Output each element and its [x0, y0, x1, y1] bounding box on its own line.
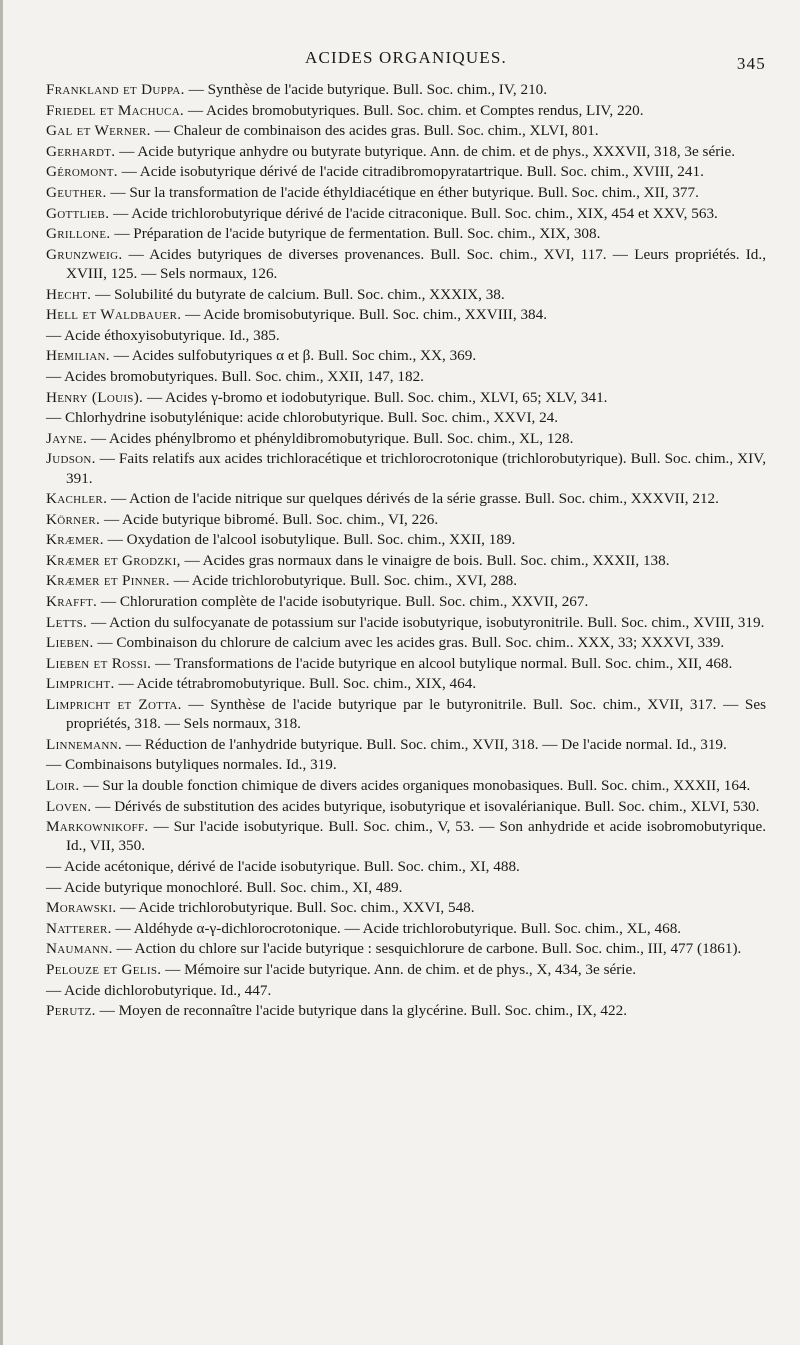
bibliography-entry — [46, 1001, 766, 1020]
entry-text: — Dérivés de substitution des acides butyrique, isobutyrique et isovalérianique. Bull. Soc. chim., XLVI, 530. — [91, 797, 760, 815]
entry-author: Lieben. — [46, 634, 94, 652]
entry-author: Körner. — [46, 510, 101, 528]
bibliography-entry — [46, 592, 766, 611]
entry-author: Kachler. — [46, 490, 108, 508]
entry-author: Perutz. — [46, 1002, 96, 1020]
bibliography-entry — [46, 101, 766, 120]
entry-author: Géromont. — [46, 163, 118, 181]
entry-author: Judson. — [46, 450, 96, 468]
entry-text: — Action du chlore sur l'acide butyrique : sesquichlorure de carbone. Bull. Soc. chim., III, 477 (1861). — [112, 940, 742, 958]
entry-author: Natterer. — [46, 919, 112, 937]
entry-text: — Acide acétonique, dérivé de l'acide isobutyrique. Bull. Soc. chim., XI, 488. — [46, 858, 520, 875]
bibliography-entry — [46, 408, 766, 427]
entry-text: — Acide butyrique anhydre ou butyrate butyrique. Ann. de chim. et de phys., XXXVII, 318, 3e série. — [115, 142, 736, 160]
bibliography-entry — [46, 817, 766, 855]
entry-text: — Solubilité du butyrate de calcium. Bull. Soc. chim., XXXIX, 38. — [91, 285, 505, 303]
bibliography-entry — [46, 449, 766, 487]
entry-text: — Action du sulfocyanate de potassium sur l'acide isobutyrique, isobutyronitrile. Bull. Soc. chim., XVIII, 319. — [87, 613, 765, 631]
bibliography-entry — [46, 898, 766, 917]
bibliography-entry — [46, 346, 766, 365]
entry-author: Limpricht et Zotta. — [46, 696, 182, 714]
bibliography-entry — [46, 80, 766, 99]
bibliography-entry — [46, 960, 766, 979]
entry-text: — Moyen de reconnaître l'acide butyrique dans la glycérine. Bull. Soc. chim., IX, 422. — [95, 1002, 627, 1020]
bibliography-entry — [46, 551, 766, 570]
entry-text: — Mémoire sur l'acide butyrique. Ann. de chim. et de phys., X, 434, 3e série. — [161, 960, 637, 978]
entry-text: — Acide trichlorobutyrique. Bull. Soc. chim., XVI, 288. — [169, 572, 518, 590]
entry-text: — Synthèse de l'acide butyrique par le butyronitrile. Bull. Soc. chim., XVII, 317. — Ses propriétés, 318. — Sels normaux, 318. — [66, 696, 766, 733]
entry-text: — Chaleur de combinaison des acides gras. Bull. Soc. chim., XLVI, 801. — [150, 122, 599, 140]
bibliography-entry — [46, 429, 766, 448]
entry-text: — Acides gras normaux dans le vinaigre de bois. Bull. Soc. chim., XXXII, 138. — [180, 551, 670, 569]
entry-text: — Combinaisons butyliques normales. Id., 319. — [46, 756, 337, 774]
entry-text: — Acide dichlorobutyrique. Id., 447. — [46, 981, 272, 999]
bibliography-entry — [46, 388, 766, 407]
bibliography-entry — [46, 510, 766, 529]
bibliography-entry — [46, 367, 766, 386]
entry-author: Jayne. — [46, 429, 88, 447]
entry-text: — Sur la double fonction chimique de divers acides organiques monobasiques. Bull. Soc. chim., XXXII, 164. — [79, 777, 751, 795]
bibliography-entry — [46, 162, 766, 181]
bibliography-entry — [46, 305, 766, 324]
entry-text: — Acides γ-bromo et iodobutyrique. Bull. Soc. chim., XLVI, 65; XLV, 341. — [143, 388, 608, 406]
entry-text: — Réduction de l'anhydride butyrique. Bull. Soc. chim., XVII, 318. — De l'acide normal. Id., 319. — [121, 735, 727, 753]
entry-author: Grunzweig. — [46, 245, 123, 263]
page-title: ACIDES ORGANIQUES. — [305, 48, 507, 67]
bibliography-entry — [46, 142, 766, 161]
bibliography-entry — [46, 919, 766, 938]
bibliography-entry — [46, 530, 766, 549]
entry-text: — Action de l'acide nitrique sur quelques dérivés de la série grasse. Bull. Soc. chim., XXXVII, 212. — [107, 490, 719, 508]
bibliography-entry — [46, 735, 766, 754]
entry-author: Gerhardt. — [46, 142, 116, 160]
entry-text: — Oxydation de l'alcool isobutylique. Bull. Soc. chim., XXII, 189. — [103, 531, 516, 549]
bibliography-entry — [46, 776, 766, 795]
running-head — [46, 48, 766, 76]
entry-text: — Acides bromobutyriques. Bull. Soc. chim. et Comptes rendus, LIV, 220. — [184, 101, 644, 119]
entry-text: — Acides butyriques de diverses provenances. Bull. Soc. chim., XVI, 117. — Leurs propriétés. Id., XVIII, 125. — Sels normaux, 126. — [66, 245, 766, 282]
entry-text: — Synthèse de l'acide butyrique. Bull. Soc. chim., IV, 210. — [184, 81, 548, 98]
entry-text: — Acide tétrabromobutyrique. Bull. Soc. chim., XIX, 464. — [114, 675, 477, 693]
entry-text: — Acide butyrique bibromé. Bull. Soc. chim., VI, 226. — [100, 510, 439, 528]
entry-text: — Acides sulfobutyriques α et β. Bull. Soc chim., XX, 369. — [109, 347, 477, 365]
entry-text: — Chlorhydrine isobutylénique: acide chlorobutyrique. Bull. Soc. chim., XXVI, 24. — [46, 409, 559, 427]
entry-text: — Acide bromisobutyrique. Bull. Soc. chim., XXVIII, 384. — [181, 306, 548, 324]
bibliography-entry — [46, 613, 766, 632]
entry-text: — Acide trichlorobutyrique. Bull. Soc. chim., XXVI, 548. — [116, 899, 475, 917]
bibliography-entry — [46, 797, 766, 816]
entry-author: Loir. — [46, 777, 80, 795]
entry-author: Loven. — [46, 797, 92, 815]
bibliography-entry — [46, 183, 766, 202]
bibliography-entry — [46, 674, 766, 693]
entry-author: Hecht. — [46, 285, 92, 303]
bibliography-entry — [46, 285, 766, 304]
entry-author: Morawski. — [46, 899, 117, 917]
entry-text: — Chloruration complète de l'acide isobutyrique. Bull. Soc. chim., XXVII, 267. — [97, 593, 589, 611]
entry-text: — Acide trichlorobutyrique dérivé de l'acide citraconique. Bull. Soc. chim., XIX, 454 et XXV, 563. — [109, 204, 718, 222]
entry-author: Markownikoff. — [46, 818, 149, 836]
entry-text: — Acide isobutyrique dérivé de l'acide citradibromopyratartrique. Bull. Soc. chim., XVIII, 241. — [117, 163, 704, 181]
bibliography-entry — [46, 571, 766, 590]
entry-text: — Acides bromobutyriques. Bull. Soc. chim., XXII, 147, 182. — [46, 367, 424, 385]
page-number: 345 — [736, 54, 766, 73]
entry-author: Naumann. — [46, 940, 113, 958]
entry-author: Krafft. — [46, 593, 98, 611]
bibliography-entry — [46, 245, 766, 283]
entry-author: Hell et Waldbauer. — [46, 306, 182, 324]
bibliography-entry — [46, 654, 766, 673]
bibliography-entry — [46, 857, 766, 876]
bibliography-entry — [46, 204, 766, 223]
entry-text: — Transformations de l'acide butyrique en alcool butylique normal. Bull. Soc. chim., XII, 468. — [151, 654, 733, 672]
entry-author: Lieben et Rossi. — [46, 654, 152, 672]
entry-text: — Combinaison du chlorure de calcium avec les acides gras. Bull. Soc. chim.. XXX, 33; XXXVI, 339. — [93, 634, 725, 652]
entry-text: — Sur l'acide isobutyrique. Bull. Soc. chim., V, 53. — Son anhydride et acide isobromobutyrique. Id., VII, 350. — [66, 818, 766, 855]
bibliography-entry — [46, 695, 766, 733]
entry-author: Henry (Louis). — [46, 388, 144, 406]
entry-author: Grillone. — [46, 225, 111, 243]
entry-author: Kræmer et Grodzki, — [46, 551, 181, 569]
entry-text: — Préparation de l'acide butyrique de fermentation. Bull. Soc. chim., XIX, 308. — [110, 225, 601, 243]
entry-author: Linnemann. — [46, 735, 122, 753]
entry-author: Letts. — [46, 613, 88, 631]
entry-author: Kræmer et Pinner. — [46, 572, 170, 590]
bibliography-entry — [46, 489, 766, 508]
bibliography-entry — [46, 224, 766, 243]
entry-author: Friedel et Machuca. — [46, 101, 185, 119]
entry-text: — Sur la transformation de l'acide éthyldiacétique en éther butyrique. Bull. Soc. chim., XII, 377. — [106, 183, 699, 201]
entry-text: — Faits relatifs aux acides trichloracétique et trichlorocrotonique (trichlorobutyrique). Bull. Soc. chim., XIV, 391. — [66, 450, 766, 487]
entry-text: — Acides phénylbromo et phényldibromobutyrique. Bull. Soc. chim., XL, 128. — [87, 429, 574, 447]
entry-text: — Aldéhyde α-γ-dichlorocrotonique. — Acide trichlorobutyrique. Bull. Soc. chim., XL, 468. — [111, 919, 682, 937]
entry-text: — Acide butyrique monochloré. Bull. Soc. chim., XI, 489. — [46, 878, 403, 896]
bibliography-entry — [46, 878, 766, 897]
entry-author: Frankland et Duppa. — [46, 81, 185, 98]
bibliography-entry — [46, 981, 766, 1000]
entry-author: Pelouze et Gelis. — [46, 960, 162, 978]
bibliography-entry — [46, 121, 766, 140]
entry-author: Limpricht. — [46, 675, 115, 693]
entry-author: Geuther. — [46, 183, 107, 201]
bibliography-entry — [46, 755, 766, 774]
bibliography-entry — [46, 326, 766, 345]
entry-author: Hemilian. — [46, 347, 110, 365]
entry-author: Gottlieb. — [46, 204, 110, 222]
bibliography-entry — [46, 633, 766, 652]
bibliography-entry — [46, 939, 766, 958]
entry-author: Gal et Werner. — [46, 122, 151, 140]
entry-text: — Acide éthoxyisobutyrique. Id., 385. — [46, 326, 280, 344]
entry-author: Kræmer. — [46, 531, 104, 549]
bibliography-list — [46, 80, 766, 1020]
